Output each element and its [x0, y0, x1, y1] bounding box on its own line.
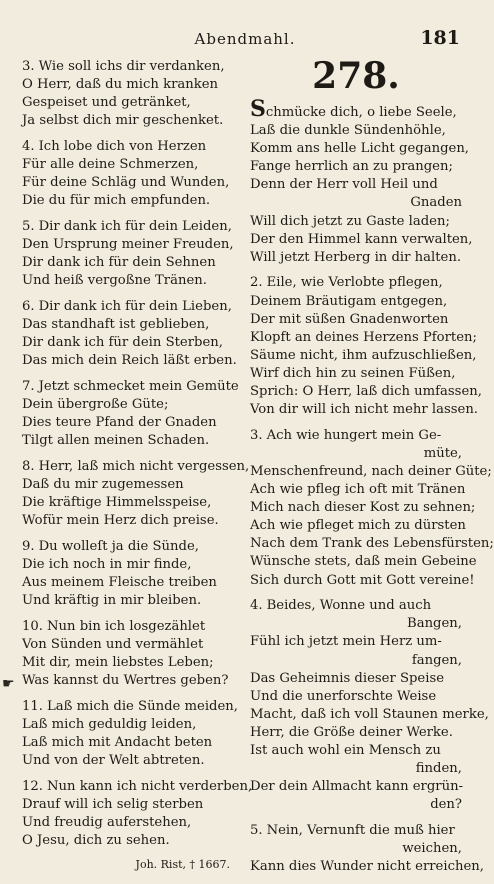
running-title: Abendmahl.: [194, 30, 296, 48]
verse-line: 9. Du wolleſt ja die Sünde,: [22, 538, 199, 554]
verse-line: Will jetzt Herberg in dir halten.: [250, 249, 462, 265]
verse-line: Denn der Herr voll Heil und: [250, 177, 438, 193]
verse-line: Ach wie pfleg ich oft mit Tränen: [250, 482, 466, 498]
verse-line: Schmücke dich, o liebe Seele,: [250, 96, 457, 122]
verse-line: Von Sünden und vermählet: [22, 636, 204, 652]
verse-line: Von dir will ich nicht mehr lassen.: [250, 402, 478, 418]
verse-line: 2. Eile, wie Verlobte pflegen,: [250, 275, 443, 291]
verse-number: 5.: [22, 218, 35, 234]
verse-number: 3.: [22, 59, 35, 74]
left-column: [22, 58, 253, 874]
verse-number: 5.: [250, 822, 263, 838]
verse-line: Und von der Welt abtreten.: [22, 753, 205, 769]
verse-line: 3. Wie soll ichs dir verdanken,: [22, 59, 225, 74]
verse-line-continuation: den?: [430, 797, 462, 813]
verse-line-continuation: finden,: [415, 761, 462, 777]
verse-line: Macht, daß ich voll Staunen merke,: [250, 706, 489, 722]
verse-line: Das mich dein Reich läßt erben.: [22, 353, 237, 369]
verse-line: Sich durch Gott mit Gott vereine!: [250, 572, 475, 588]
verse-line: 10. Nun bin ich losgezählet: [22, 618, 206, 634]
verse-line: Laß mich geduldig leiden,: [22, 716, 197, 732]
verse-number: 6.: [22, 298, 35, 314]
page-header: [30, 27, 460, 54]
verse-line: Der den Himmel kann verwalten,: [250, 231, 473, 247]
verse-6: [22, 298, 240, 370]
verse-line: Drauf will ich selig sterben: [22, 796, 204, 812]
verse-number: 9.: [22, 538, 35, 554]
verse-line: Wirf dich hin zu seinen Füßen,: [250, 365, 456, 381]
verse-line: Das Geheimnis dieser Speise: [250, 670, 445, 686]
verse-line: Fange herrlich an zu prangen;: [250, 159, 453, 175]
verse-7: [22, 378, 240, 450]
verse-line: Laß mich mit Andacht beten: [22, 734, 213, 750]
verse-line: Für deine Schläg und Wunden,: [22, 175, 230, 191]
verse-line: O Jesu, dich zu sehen.: [22, 833, 170, 848]
verse-5: [22, 218, 240, 290]
verse-number: 12.: [22, 778, 43, 794]
verse-line: Gespeiset und getränket,: [22, 95, 191, 111]
verse-line: Für alle deine Schmerzen,: [22, 157, 199, 173]
verse-number: 4.: [250, 598, 263, 614]
verse-line-continuation: fangen,: [411, 652, 462, 668]
verse-line: Nach dem Trank des Lebensfürsten;: [250, 536, 494, 552]
verse-line: Was kannst du Wertres geben?: [22, 673, 229, 689]
verse-3-right: [250, 427, 494, 590]
verse-line: Dir dank ich für dein Sehnen: [22, 255, 216, 271]
hymn-author: Joh. Rist, † 1667.: [135, 857, 230, 871]
verse-line: Sprich: O Herr, laß dich umfassen,: [250, 384, 482, 399]
verse-line: 6. Dir dank ich für dein Lieben,: [22, 298, 232, 314]
right-column: [250, 55, 494, 884]
verse-line: Und kräftig in mir bleiben.: [22, 593, 202, 609]
verse-line: Und heiß vergoßne Tränen.: [22, 273, 207, 289]
verse-9: [22, 538, 240, 610]
verse-line: Und die unerforschte Weise: [250, 688, 437, 704]
verse-line: O Herr, daß du mich kranken: [22, 77, 219, 93]
verse-number: 8.: [22, 458, 35, 474]
verse-3: [22, 58, 240, 130]
hand-pointer-icon: ☛: [2, 676, 15, 692]
verse-line: Dies teure Pfand der Gnaden: [22, 415, 217, 431]
verse-line: Ja selbst dich mir geschenket.: [22, 113, 224, 129]
page-number: 181: [420, 27, 460, 49]
verse-line: Wofür mein Herz dich preise.: [22, 513, 219, 529]
verse-line: 5. Nein, Vernunft die muß hier: [250, 822, 455, 838]
verse-line-continuation: weichen,: [402, 841, 462, 857]
verse-line-continuation: Bangen,: [407, 616, 462, 632]
verse-11: [22, 698, 240, 770]
verse-line: Ach wie pfleget mich zu dürsten: [250, 518, 466, 534]
verse-number: 4.: [22, 138, 35, 154]
verse-number: 3.: [250, 427, 263, 443]
verse-line: Der mit süßen Gnadenworten: [250, 311, 449, 327]
verse-line: Laß die dunkle Sündenhöhle,: [250, 123, 446, 139]
verse-2: [250, 274, 482, 419]
verse-line: Aus meinem Fleische treiben: [22, 575, 217, 590]
verse-line: Das standhaft ist geblieben,: [22, 317, 210, 332]
verse-line: Die ich noch in mir finde,: [22, 556, 192, 572]
verse-line: Kann dies Wunder nicht erreichen,: [250, 859, 484, 875]
verse-line: Wünsche stets, daß mein Gebeine: [250, 554, 477, 570]
verse-line: Menschenfreund, nach deiner Güte;: [250, 463, 492, 479]
verse-line: Die du für mich empfunden.: [22, 193, 211, 209]
verse-10: [22, 618, 240, 690]
verse-line: Deinem Bräutigam entgegen,: [250, 293, 448, 309]
verse-number: 11.: [22, 698, 43, 714]
verse-number: 2.: [250, 275, 263, 291]
verse-line: 12. Nun kann ich nicht verderben,: [22, 778, 253, 794]
verse-line: Fühl ich jetzt mein Herz um-: [250, 634, 442, 650]
verse-line: Und freudig auferstehen,: [22, 814, 192, 830]
verse-line: 8. Herr, laß mich nicht vergessen,: [22, 458, 250, 474]
verse-line: Dein übergroße Güte;: [22, 396, 169, 412]
verse-line: Säume nicht, ihm aufzuschließen,: [250, 347, 477, 363]
verse-line: 11. Laß mich die Sünde meiden,: [22, 698, 238, 714]
hymn-number: 278.: [312, 55, 400, 97]
verse-line: Komm ans helle Licht gegangen,: [250, 141, 470, 157]
drop-cap: S: [250, 96, 266, 122]
verse-4-right: [250, 597, 489, 814]
verse-number: 10.: [22, 618, 43, 634]
verse-line: Will dich jetzt zu Gaste laden;: [250, 213, 450, 229]
verse-line: 5. Dir dank ich für dein Leiden,: [22, 218, 232, 234]
verse-line: 3. Ach wie hungert mein Ge-: [250, 427, 442, 443]
verse-line: Herr, die Größe deiner Werke.: [250, 724, 453, 740]
verse-line: Der dein Allmacht kann ergrün-: [250, 779, 464, 795]
verse-line-continuation: Gnaden: [410, 195, 462, 211]
verse-line: Mich nach dieser Kost zu sehnen;: [250, 500, 476, 516]
verse-line: Klopft an deines Herzens Pforten;: [250, 329, 477, 345]
verse-12: [22, 778, 253, 850]
verse-line: 4. Ich lobe dich von Herzen: [22, 138, 207, 154]
verse-line: Den Ursprung meiner Freuden,: [22, 237, 234, 253]
verse-line-continuation: müte,: [423, 445, 462, 461]
verse-line: Ist auch wohl ein Mensch zu: [250, 742, 441, 758]
verse-1: [250, 96, 473, 267]
verse-number: 7.: [22, 378, 35, 394]
verse-4: [22, 138, 240, 210]
verse-5-right: [250, 822, 484, 876]
verse-8: [22, 458, 250, 530]
verse-line: Dir dank ich für dein Sterben,: [22, 335, 223, 351]
verse-line: Die kräftige Himmelsspeise,: [22, 495, 212, 511]
verse-line: Daß du mir zugemessen: [22, 476, 184, 492]
verse-line: Mit dir, mein liebstes Leben;: [22, 654, 214, 670]
verse-line: 4. Beides, Wonne und auch: [250, 598, 432, 614]
verse-line: 7. Jetzt schmecket mein Gemüte: [22, 378, 239, 394]
verse-line: Tilgt allen meinen Schaden.: [22, 433, 210, 449]
